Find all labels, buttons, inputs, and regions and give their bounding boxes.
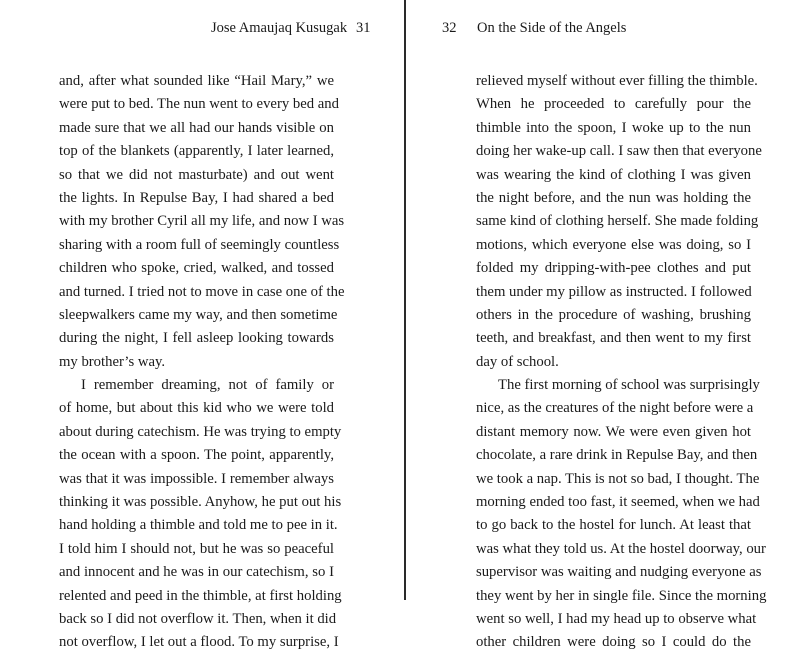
text-line: we took a nap. This is not so bad, I thought. The: [476, 470, 760, 487]
text-line: the lights. In Repulse Bay, I had shared a bed: [59, 189, 334, 206]
text-line: distant memory now. We were even given hot: [476, 423, 751, 440]
left-page: [0, 0, 404, 651]
text-line: same kind of clothing herself. She made folding: [476, 213, 759, 230]
text-line: others in the procedure of washing, brushing: [476, 306, 751, 323]
text-line: When he proceeded to carefully pour the: [476, 96, 751, 113]
text-line: and innocent and he was in our catechism, so I: [59, 564, 334, 581]
text-line: not overflow, I let out a flood. To my surprise, I: [59, 634, 339, 651]
left-body-text: [59, 70, 345, 655]
right-page-number: 32: [442, 20, 457, 36]
text-line: The first morning of school was surprisingly: [498, 377, 760, 394]
text-line: relieved myself without ever filling the thimble.: [476, 73, 758, 89]
text-line: was wearing the kind of clothing I was given: [476, 166, 751, 183]
text-line: the night before, and the nun was holding the: [476, 189, 751, 206]
text-line: and, after what sounded like “Hail Mary,” we: [59, 73, 334, 89]
text-line: and turned. I tried not to move in case one of the: [59, 283, 345, 300]
text-line: them under my pillow as instructed. I followed: [476, 283, 752, 300]
text-line: back so I did not overflow it. Then, when it did: [59, 610, 337, 627]
right-running-head-title: On the Side of the Angels: [477, 20, 627, 36]
text-line: went so well, I had my head up to observe what: [476, 610, 757, 627]
text-line: motions, which everyone else was doing, so I: [476, 236, 751, 253]
text-line: the ocean with a spoon. The point, apparently,: [59, 447, 334, 464]
text-line: folded my dripping-with-pee clothes and put: [476, 260, 751, 277]
left-running-head-title: Jose Amaujaq Kusugak: [211, 20, 348, 36]
text-line: during the night, I fell asleep looking towards: [59, 330, 334, 347]
text-line: with my brother Cyril all my life, and now I was: [59, 213, 345, 230]
right-body-text: [476, 70, 767, 655]
text-line: I told him I should not, but he was so peaceful: [59, 540, 334, 557]
text-line: they went by her in single file. Since the morning: [476, 587, 767, 604]
text-line: top of the blankets (apparently, I later learned,: [59, 143, 334, 160]
text-line: teeth, and breakfast, and then went to my first: [476, 330, 751, 347]
left-page-number: 31: [356, 20, 371, 36]
right-page: [406, 0, 810, 651]
text-line: nice, as the creatures of the night before were a: [476, 400, 754, 417]
text-line: other children were doing so I could do the: [476, 634, 751, 651]
text-line: to go back to the hostel for lunch. At least that: [476, 517, 751, 534]
text-line: of home, but about this kid who we were told: [59, 400, 334, 417]
text-line: chocolate, a rare drink in Repulse Bay, and then: [476, 447, 758, 464]
text-line: sharing with a room full of seemingly countless: [59, 236, 340, 253]
text-line: my brother’s way.: [59, 353, 166, 370]
text-line: relented and peed in the thimble, at first holding: [59, 587, 342, 604]
text-line: I remember dreaming, not of family or: [81, 377, 334, 394]
text-line: day of school.: [476, 353, 559, 370]
text-line: sleepwalkers came my way, and then sometime: [59, 306, 338, 323]
text-line: thimble into the spoon, I woke up to the nun: [476, 119, 751, 136]
text-line: was what they told us. At the hostel doorway, our: [476, 540, 766, 557]
text-line: doing her wake-up call. I saw then that everyone: [476, 143, 762, 160]
text-line: morning ended too fast, it seemed, when we had: [476, 494, 760, 511]
text-line: about during catechism. He was trying to empty: [59, 423, 342, 440]
text-line: were put to bed. The nun went to every bed and: [59, 96, 339, 113]
text-line: children who spoke, cried, walked, and tossed: [59, 260, 334, 277]
text-line: thinking it was possible. Anyhow, he put out his: [59, 494, 342, 511]
text-line: made sure that we all had our hands visible on: [59, 119, 334, 136]
text-line: so that we did not masturbate) and out went: [59, 166, 334, 183]
text-line: hand holding a thimble and told me to pee in it.: [59, 517, 338, 534]
text-line: supervisor was waiting and nudging everyone as: [476, 564, 762, 581]
text-line: was that it was impossible. I remember always: [59, 470, 334, 487]
